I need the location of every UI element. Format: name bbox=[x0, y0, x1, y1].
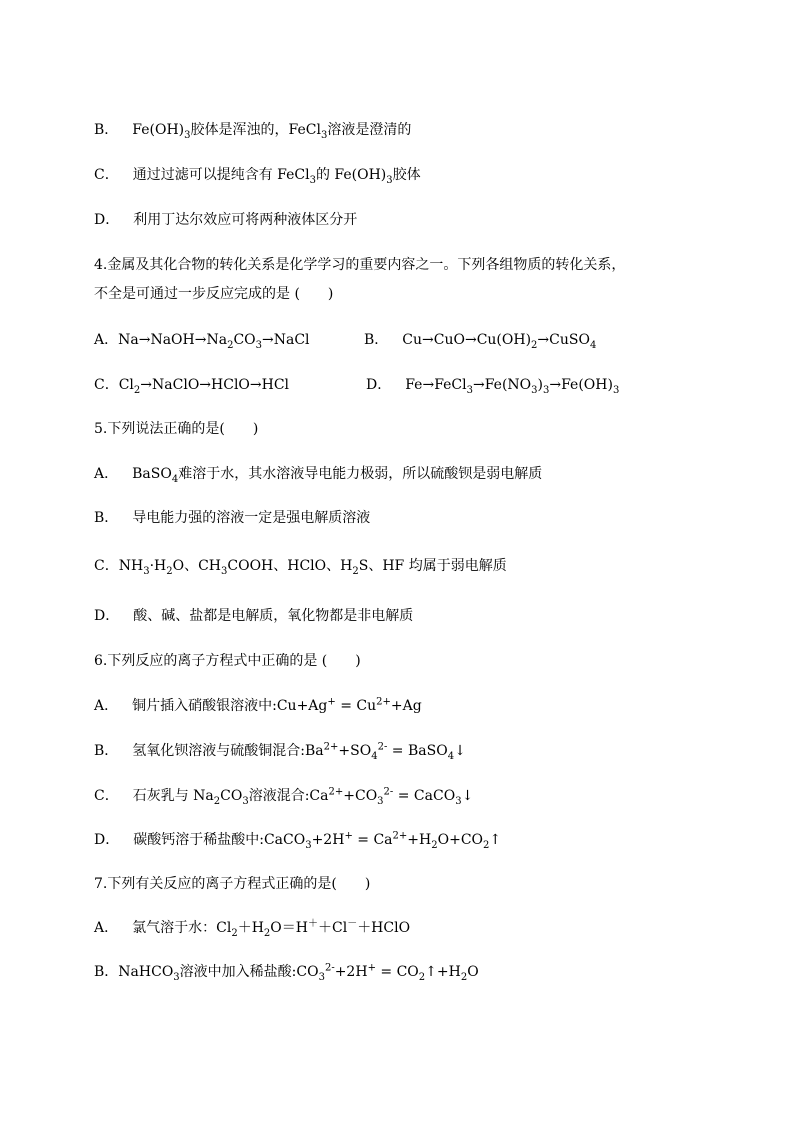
option-5d bbox=[94, 606, 413, 626]
option-label: A． bbox=[94, 698, 119, 714]
option-text: 导电能力强的溶液一定是强电解质溶液 bbox=[132, 510, 371, 526]
option-4c: C．$Cl_2\to NaClO\to HClO\to HCl$ bbox=[94, 377, 290, 396]
option-row-4cd bbox=[94, 375, 619, 395]
option-label: B． bbox=[94, 964, 119, 980]
option-text: 石灰乳与 $Na_2CO_3$溶液混合$:Ca^{2+}+CO_3^{2-}$ = CaCO$_3$↓ bbox=[132, 786, 474, 807]
option-text: $Fe(OH)_3$胶体是浑浊的，FeCl$_3$溶液是澄清的 bbox=[132, 122, 412, 141]
question-5-stem: 5.下列说法正确的是( ) bbox=[94, 421, 259, 437]
option-text: BaSO$_4$难溶于水，其水溶液导电能力极弱，所以硫酸钡是弱电解质 bbox=[132, 466, 543, 485]
question-4-stem-line2: 不全是可通过一步反应完成的是 ( ) bbox=[94, 286, 334, 302]
option-text: 利用丁达尔效应可将两种液体区分开 bbox=[133, 212, 358, 228]
option-6c bbox=[94, 786, 473, 806]
option-text: 氯气溶于水：$Cl_2+H_2O=H^++Cl^-+HClO$ bbox=[132, 918, 411, 939]
option-text: 通过过滤可以提纯含有 FeCl$_3$的 $Fe(OH)_3$胶体 bbox=[132, 167, 421, 186]
option-4d: D． $Fe\to FeCl_3\to Fe(NO_3)_3\to Fe(OH)_3$ bbox=[366, 377, 620, 396]
option-label: D． bbox=[94, 212, 120, 228]
option-label: A． bbox=[94, 466, 119, 482]
question-6-stem: 6.下列反应的离子方程式中正确的是 ( ) bbox=[94, 653, 361, 669]
option-label: C． bbox=[94, 788, 119, 804]
option-6a bbox=[94, 696, 422, 716]
option-5b bbox=[94, 508, 370, 528]
option-label: C． bbox=[94, 558, 119, 574]
option-5c bbox=[94, 556, 507, 576]
option-label: B． bbox=[94, 510, 119, 526]
option-3d bbox=[94, 210, 357, 230]
option-text: NaHCO$_3$溶液中加入稀盐酸$:CO_3^{2-}+2H^+$ = $CO_2↑+H_2O$ bbox=[118, 962, 479, 983]
option-7a bbox=[94, 918, 410, 938]
option-label: D． bbox=[94, 608, 120, 624]
option-label: A． bbox=[94, 920, 119, 936]
option-label: D． bbox=[94, 832, 120, 848]
option-text: 铜片插入硝酸银溶液中:Cu+Ag+ = $Cu^{2+}+Ag$ bbox=[132, 696, 422, 714]
option-3b bbox=[94, 120, 411, 140]
option-6d bbox=[94, 830, 501, 850]
option-7b bbox=[94, 962, 479, 982]
question-7-stem: 7.下列有关反应的离子方程式正确的是( ) bbox=[94, 876, 371, 892]
option-5a bbox=[94, 464, 542, 484]
option-text: $NH_3\cdot H_2O$、$CH_3COOH$、HClO、$H_2S$、HF 均属于弱电解质 bbox=[118, 558, 507, 577]
option-row-4ab bbox=[94, 330, 596, 350]
option-4a: A．$Na\to NaOH\to Na_2CO_3\to NaCl$ bbox=[94, 332, 310, 351]
question-4-stem-line1: 4.金属及其化合物的转化关系是化学学习的重要内容之一。下列各组物质的转化关系， bbox=[94, 257, 626, 273]
option-label: B． bbox=[94, 743, 119, 759]
option-label: B． bbox=[94, 122, 119, 138]
option-text: 碳酸钙溶于稀盐酸中:CaCO$_3$+2H+ = $Ca^{2+}+H_2O+CO_2↑$ bbox=[133, 830, 502, 851]
option-4b: B． $Cu\to CuO\to Cu(OH)_2\to CuSO_4$ bbox=[364, 332, 597, 351]
option-3c bbox=[94, 165, 421, 185]
option-text: 氢氧化钡溶液与硫酸铜混合$:Ba^{2+}+SO_4^{2-}$ = BaSO$_4$↓ bbox=[132, 741, 466, 762]
option-text: 酸、碱、盐都是电解质，氧化物都是非电解质 bbox=[133, 608, 414, 624]
option-label: C． bbox=[94, 167, 119, 183]
option-6b bbox=[94, 741, 466, 761]
